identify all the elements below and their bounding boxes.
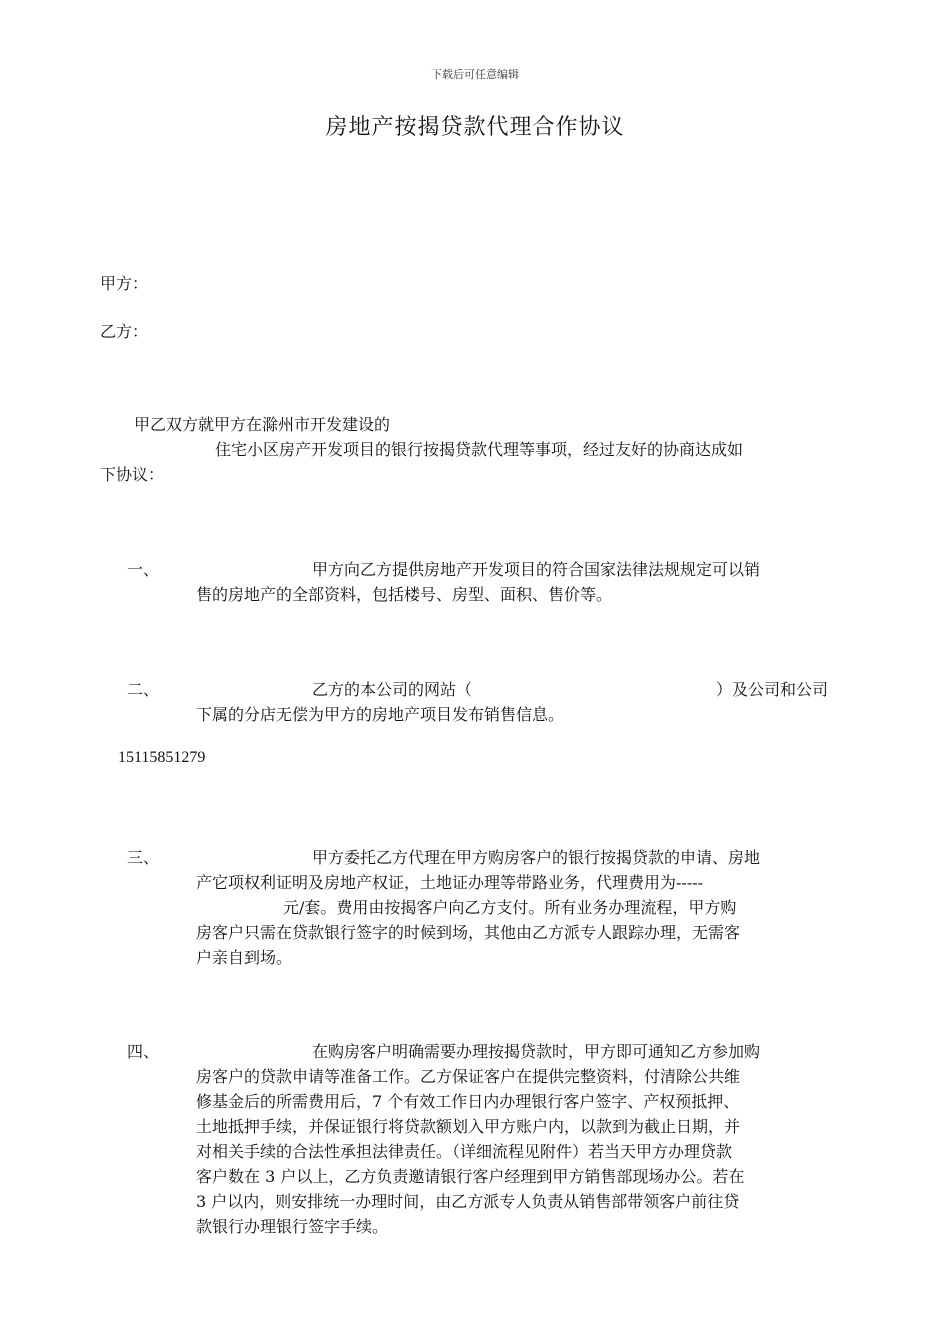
clause-2-line: 下属的分店无偿为甲方的房地产项目发布销售信息。: [196, 705, 565, 724]
clause-1-line: 售的房地产的全部资料，包括楼号、房型、面积、售价等。: [196, 585, 613, 604]
clause-3-line: 甲方委托乙方代理在甲方购房客户的银行按揭贷款的申请、房地: [312, 848, 761, 867]
clause-4-line: 修基金后的所需费用后，7 个有效工作日内办理银行客户签字、产权预抵押、: [196, 1092, 740, 1111]
clause-3-line: 房客户只需在贷款银行签字的时候到场，其他由乙方派专人跟踪办理，无需客: [196, 923, 741, 942]
clause-4-line: 在购房客户明确需要办理按揭贷款时，甲方即可通知乙方参加购: [312, 1042, 761, 1061]
party-b-label: 乙方：: [100, 322, 149, 341]
party-a-label: 甲方：: [100, 274, 149, 293]
clause-3-line: 产它项权利证明及房地产权证，土地证办理等带路业务，代理费用为-----: [196, 873, 704, 892]
clause-3-number: 三、: [127, 848, 160, 867]
clause-2-line: 乙方的本公司的网站（: [312, 680, 473, 699]
clause-4-line: 房客户的贷款申请等准备工作。乙方保证客户在提供完整资料，付清除公共维: [196, 1067, 741, 1086]
clause-2-number: 二、: [127, 680, 160, 699]
phone-number: 15115851279: [118, 749, 206, 766]
intro-line-2: 住宅小区房产开发项目的银行按揭贷款代理等事项，经过友好的协商达成如: [215, 440, 744, 459]
clause-4-number: 四、: [127, 1042, 160, 1061]
header-note: 下载后可任意编辑: [431, 68, 519, 81]
clause-2-line: ）及公司和公司: [716, 680, 829, 699]
clause-3-line: 户亲自到场。: [196, 948, 293, 967]
clause-4-line: 3 户以内，则安排统一办理时间，由乙方派专人负责从销售部带领客户前往贷: [196, 1192, 740, 1211]
intro-line-1: 甲乙双方就甲方在滁州市开发建设的: [134, 415, 391, 434]
clause-4-line: 客户数在 3 户以上，乙方负责邀请银行客户经理到甲方销售部现场办公。若在: [196, 1167, 745, 1186]
clause-4-line: 款银行办理银行签字手续。: [196, 1217, 389, 1236]
intro-line-3: 下协议：: [100, 465, 165, 484]
clause-4-line: 对相关手续的合法性承担法律责任。（详细流程见附件）若当天甲方办理贷款: [196, 1142, 733, 1161]
document-title: 房地产按揭贷款代理合作协议: [325, 115, 625, 140]
clause-1-line: 甲方向乙方提供房地产开发项目的符合国家法律法规规定可以销: [312, 560, 761, 579]
clause-4-line: 土地抵押手续，并保证银行将贷款额划入甲方账户内，以款到为截止日期，并: [196, 1117, 741, 1136]
clause-3-line: 元/套。费用由按揭客户向乙方支付。所有业务办理流程，甲方购: [283, 898, 737, 917]
clause-1-number: 一、: [127, 560, 160, 579]
